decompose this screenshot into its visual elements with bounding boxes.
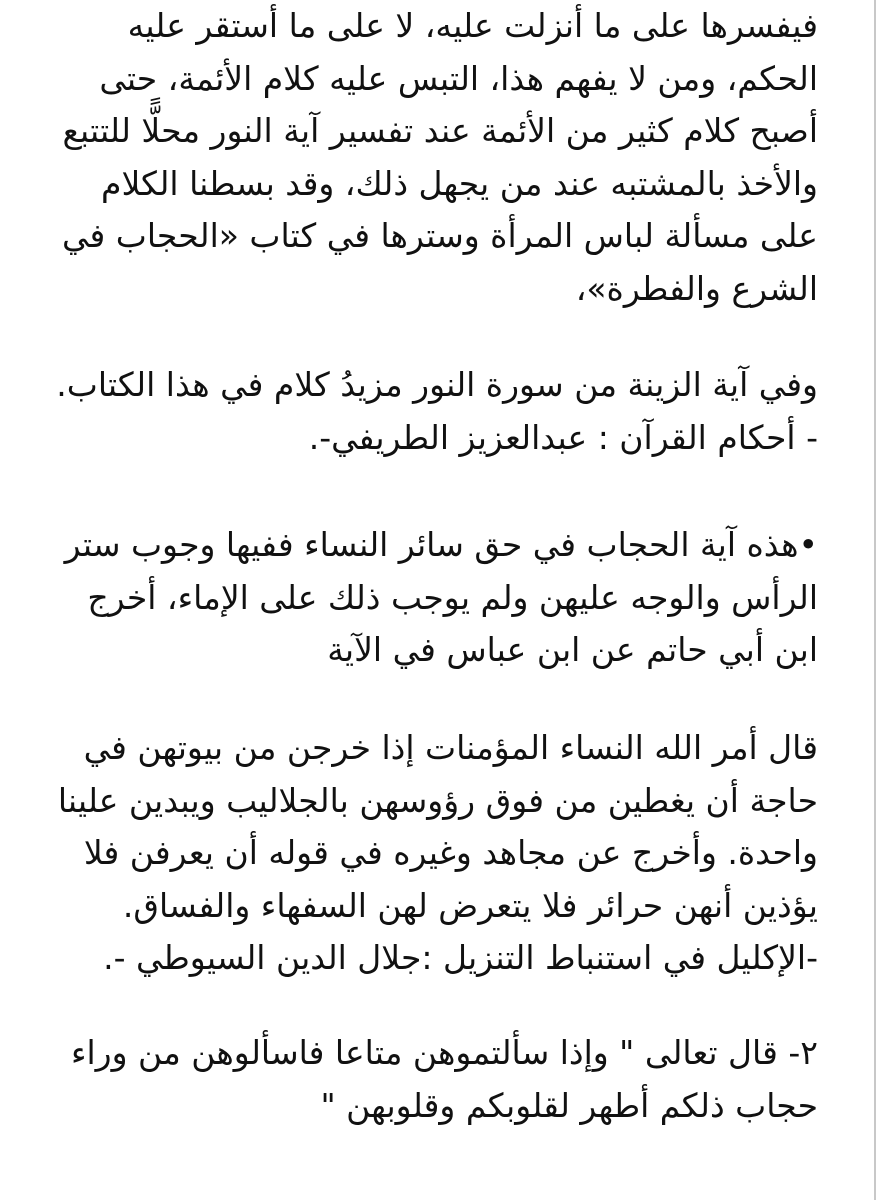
paragraph-citation-tarifi: [56, 359, 818, 464]
text-line: فيفسرها على ما أنزلت عليه، لا على ما أستقر عليه: [127, 6, 818, 45]
text-line: يؤذين أنهن حرائر فلا يتعرض لهن السفهاء والفساق.: [122, 885, 818, 925]
text-line: والأخذ بالمشتبه عند من يجهل ذلك، وقد بسطنا الكلام: [101, 163, 818, 203]
source-citation: -الإكليل في استنباط التنزيل :جلال الدين السيوطي -.: [103, 938, 818, 977]
paragraph-hijab-verse: [56, 519, 818, 677]
text-line: •هذه آية الحجاب في حق سائر النساء ففيها وجوب ستر: [64, 525, 818, 564]
paragraph-verse-two: [56, 1027, 818, 1132]
text-line: الرأس والوجه عليهن ولم يوجب ذلك على الإماء، أخرج: [87, 577, 818, 617]
text-line: الشرع والفطرة»،: [575, 268, 818, 308]
text-line: حاجة أن يغطين من فوق رؤوسهن بالجلاليب ويبدين علينا: [57, 780, 818, 820]
text-line: وفي آية الزينة من سورة النور مزيدُ كلام في هذا الكتاب.: [56, 365, 818, 404]
text-line: حجاب ذلكم أطهر لقلوبكم وقلوبهن ": [320, 1085, 818, 1125]
source-citation: - أحكام القرآن : عبدالعزيز الطريفي-.: [308, 417, 818, 457]
text-line: الحكم، ومن لا يفهم هذا، التبس عليه كلام الأئمة، حتى: [99, 58, 818, 98]
text-line: أصبح كلام كثير من الأئمة عند تفسير آية النور محلًّا للتتبع: [62, 111, 818, 150]
text-line: على مسألة لباس المرأة وسترها في كتاب «الحجاب في: [62, 216, 818, 255]
text-line: ٢- قال تعالى " وإذا سألتموهن متاعا فاسألوهن من وراء: [70, 1033, 818, 1072]
text-line: واحدة. وأخرج عن مجاهد وغيره في قوله أن يعرفن فلا: [83, 833, 818, 872]
paragraph-ibn-abbas-narration: [56, 722, 818, 985]
text-line: قال أمر الله النساء المؤمنات إذا خرجن من بيوتهن في: [83, 728, 818, 767]
text-line: ابن أبي حاتم عن ابن عباس في الآية: [327, 630, 818, 669]
paragraph-tafsir-note: [56, 0, 818, 315]
